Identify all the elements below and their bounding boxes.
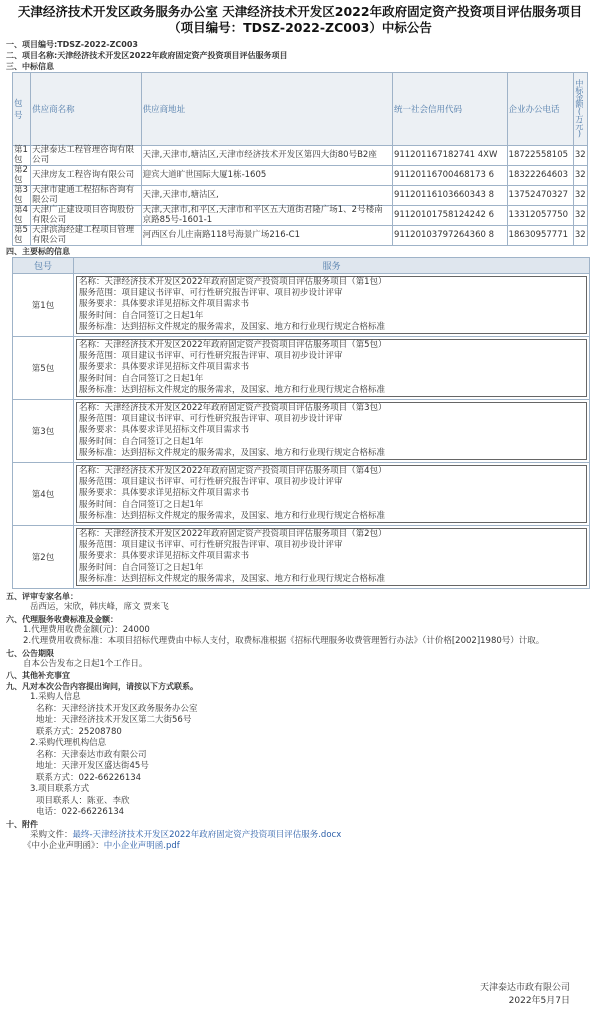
service-line: 服务要求：具体要求详见招标文件项目需求书 <box>79 362 250 373</box>
cell-pkg: 第4包 <box>13 206 31 226</box>
table-row <box>13 146 588 166</box>
service-line: 服务标准：达到招标文件规定的服务需求，及国家、地方和行业现行规定合格标准 <box>79 510 386 521</box>
section-project-name: 二、项目名称:天津经济技术开发区2022年政府固定资产投资项目评估服务项目 <box>6 51 288 60</box>
section-main-items: 四、主要标的信息 <box>6 247 70 256</box>
cell-phone: 18630957771 <box>507 226 573 246</box>
attachment-link-bidding-doc[interactable]: 最终-天津经济技术开发区2022年政府固定资产投资项目评估服务.docx <box>72 829 342 840</box>
cell-credit-code: 911201167182741 4XW <box>392 146 507 166</box>
cell-address: 天津,天津市,和平区,天津市和平区五大道街君隆广场1、2号楼南京路85号-1601-1 <box>141 206 392 226</box>
section-notice-period: 七、公告期限 <box>6 648 54 658</box>
service-line: 服务标准：达到招标文件规定的服务需求，及国家、地方和行业现行规定合格标准 <box>79 573 386 584</box>
attachment-label: 采购文件： <box>30 829 73 840</box>
cell-phone: 18722558105 <box>507 146 573 166</box>
cell-address: 河西区台儿庄南路118号海景广场216-C1 <box>141 226 392 246</box>
purchaser-contact: 联系方式：25208780 <box>36 726 122 737</box>
cell-credit-code: 91120103797264360 8 <box>392 226 507 246</box>
expert-list: 岳西运，宋欣，韩庆峰，席文 贾来飞 <box>30 602 169 613</box>
service-table-header <box>13 258 590 274</box>
header-supplier: 供应商名称 <box>31 73 142 146</box>
winner-table-header <box>13 73 588 146</box>
service-line: 服务标准：达到招标文件规定的服务需求，及国家、地方和行业现行规定合格标准 <box>79 384 386 395</box>
cell-supplier: 天津市建通工程招标咨询有限公司 <box>31 186 142 206</box>
cell-pkg: 第3包 <box>13 400 74 463</box>
service-line: 服务时间：自合同签订之日起1年 <box>79 499 204 510</box>
table-row <box>13 400 590 463</box>
table-row <box>13 526 590 589</box>
cell-credit-code: 91120116700468173 6 <box>392 166 507 186</box>
header-address: 供应商地址 <box>141 73 392 146</box>
cell-pkg: 第2包 <box>13 166 31 186</box>
cell-pkg: 第5包 <box>13 337 74 400</box>
cell-address: 迎宾大道旷世国际大厦1栋-1605 <box>141 166 392 186</box>
fee-amount: 1.代理费用收费金额(元)：24000 <box>23 624 150 635</box>
service-line: 名称：天津经济技术开发区2022年政府固定资产投资项目评估服务项目（第5包） <box>79 340 387 351</box>
cell-service <box>74 526 590 589</box>
page-title: 天津经济技术开发区政务服务办公室 天津经济技术开发区2022年政府固定资产投资项目评估服务项目（项目编号：TDSZ-2022-ZC003）中标公告 <box>17 4 583 35</box>
service-table <box>12 257 590 589</box>
attachment-row-2 <box>6 841 594 853</box>
agency-heading: 2.采购代理机构信息 <box>30 738 107 749</box>
section-contact: 九、凡对本次公告内容提出询问，请按以下方式联系。 <box>6 682 198 692</box>
attachment-row-1 <box>6 830 594 842</box>
section-fee: 六、代理服务收费标准及金额： <box>6 614 118 624</box>
table-row <box>13 463 590 526</box>
cell-address: 天津,天津市,塘沽区,天津市经济技术开发区第四大街80号B2座 <box>141 146 392 166</box>
service-line: 服务范围：项目建议书评审、可行性研究报告评审、项目初步设计评审 <box>79 288 343 299</box>
project-contact-person: 项目联系人：陈亚、李欣 <box>36 795 130 806</box>
header-amount: 中标金额(万元) <box>573 73 587 146</box>
service-line: 服务时间：自合同签订之日起1年 <box>79 373 204 384</box>
cell-amount: 32 <box>573 166 587 186</box>
cell-phone: 18322264603 <box>507 166 573 186</box>
service-line: 服务要求：具体要求详见招标文件项目需求书 <box>79 299 250 310</box>
section-other: 八、其他补充事宜 <box>6 671 70 681</box>
footer <box>480 982 570 1008</box>
service-line: 服务时间：自合同签订之日起1年 <box>79 436 204 447</box>
section-experts: 五、评审专家名单： <box>6 592 78 602</box>
service-line: 服务范围：项目建议书评审、可行性研究报告评审、项目初步设计评审 <box>79 477 343 488</box>
table-row <box>13 226 588 246</box>
cell-credit-code: 91120116103660343 8 <box>392 186 507 206</box>
cell-phone: 13752470327 <box>507 186 573 206</box>
section-winner-info: 三、中标信息 <box>6 62 54 71</box>
service-line: 服务标准：达到招标文件规定的服务需求，及国家、地方和行业现行规定合格标准 <box>79 321 386 332</box>
footer-date: 2022年5月7日 <box>508 996 570 1006</box>
cell-supplier: 天津广正建设项目咨询股份有限公司 <box>31 206 142 226</box>
cell-supplier: 天津滨海经建工程项目管理有限公司 <box>31 226 142 246</box>
cell-amount: 32 <box>573 226 587 246</box>
agency-address: 地址：天津开发区盛达街45号 <box>36 761 149 772</box>
service-line: 名称：天津经济技术开发区2022年政府固定资产投资项目评估服务项目（第2包） <box>79 529 387 540</box>
header-service: 服务 <box>74 258 590 274</box>
cell-pkg: 第2包 <box>13 526 74 589</box>
project-contact-phone: 电话：022-66226134 <box>36 807 125 818</box>
service-line: 名称：天津经济技术开发区2022年政府固定资产投资项目评估服务项目（第3包） <box>79 403 387 414</box>
service-line: 服务要求：具体要求详见招标文件项目需求书 <box>79 425 250 436</box>
cell-amount: 32 <box>573 186 587 206</box>
cell-pkg: 第1包 <box>13 146 31 166</box>
cell-pkg: 第5包 <box>13 226 31 246</box>
header-pkg: 包号 <box>13 258 74 274</box>
cell-service <box>74 400 590 463</box>
service-line: 服务标准：达到招标文件规定的服务需求，及国家、地方和行业现行规定合格标准 <box>79 447 386 458</box>
fee-standard: 2.代理费用收费标准：本项目招标代理费由中标人支付，取费标准根据《招标代理服务收费管理暂行办法》（计价格[2002]1980号）计取。 <box>23 636 545 647</box>
cell-address: 天津,天津市,塘沽区, <box>141 186 392 206</box>
cell-amount: 32 <box>573 146 587 166</box>
table-row <box>13 274 590 337</box>
attachment-link-sme-declaration[interactable]: 中小企业声明函.pdf <box>103 841 180 852</box>
service-line: 服务要求：具体要求详见招标文件项目需求书 <box>79 488 250 499</box>
cell-service <box>74 463 590 526</box>
service-line: 服务时间：自合同签订之日起1年 <box>79 562 204 573</box>
cell-supplier: 天津房友工程咨询有限公司 <box>31 166 142 186</box>
agency-name: 名称：天津泰达市政有限公司 <box>36 749 147 760</box>
service-line: 服务要求：具体要求详见招标文件项目需求书 <box>79 551 250 562</box>
cell-service <box>74 337 590 400</box>
service-line: 名称：天津经济技术开发区2022年政府固定资产投资项目评估服务项目（第1包） <box>79 277 387 287</box>
winner-table <box>12 72 588 246</box>
cell-amount: 32 <box>573 206 587 226</box>
cell-pkg: 第3包 <box>13 186 31 206</box>
purchaser-heading: 1.采购人信息 <box>30 692 81 703</box>
project-contact-heading: 3.项目联系方式 <box>30 784 90 795</box>
service-line: 服务范围：项目建议书评审、可行性研究报告评审、项目初步设计评审 <box>79 351 343 362</box>
cell-credit-code: 91120101758124242 6 <box>392 206 507 226</box>
section-attachments: 十、附件 <box>6 819 38 829</box>
agency-contact: 联系方式：022-66226134 <box>36 772 142 783</box>
purchaser-address: 地址：天津经济技术开发区第二大街56号 <box>36 715 192 726</box>
cell-pkg: 第1包 <box>13 274 74 337</box>
section-project-number: 一、项目编号:TDSZ-2022-ZC003 <box>6 40 138 49</box>
table-row <box>13 166 588 186</box>
table-row <box>13 186 588 206</box>
cell-supplier: 天津泰达工程管理咨询有限公司 <box>31 146 142 166</box>
service-line: 服务范围：项目建议书评审、可行性研究报告评审、项目初步设计评审 <box>79 540 343 551</box>
cell-phone: 13312057750 <box>507 206 573 226</box>
service-line: 服务范围：项目建议书评审、可行性研究报告评审、项目初步设计评审 <box>79 414 343 425</box>
service-line: 名称：天津经济技术开发区2022年政府固定资产投资项目评估服务项目（第4包） <box>79 466 387 477</box>
cell-pkg: 第4包 <box>13 463 74 526</box>
table-row <box>13 337 590 400</box>
footer-company: 天津泰达市政有限公司 <box>479 983 570 993</box>
attachment-label: 《中小企业声明函》： <box>23 841 104 852</box>
cell-service <box>74 274 590 337</box>
header-credit-code: 统一社会信用代码 <box>392 73 507 146</box>
purchaser-name: 名称：天津经济技术开发区政务服务办公室 <box>36 703 198 714</box>
service-line: 服务时间：自合同签订之日起1年 <box>79 310 204 321</box>
header-phone: 企业办公电话 <box>507 73 573 146</box>
notice-period-text: 自本公告发布之日起1个工作日。 <box>23 658 148 669</box>
table-row <box>13 206 588 226</box>
header-pkg: 包号 <box>13 73 31 146</box>
